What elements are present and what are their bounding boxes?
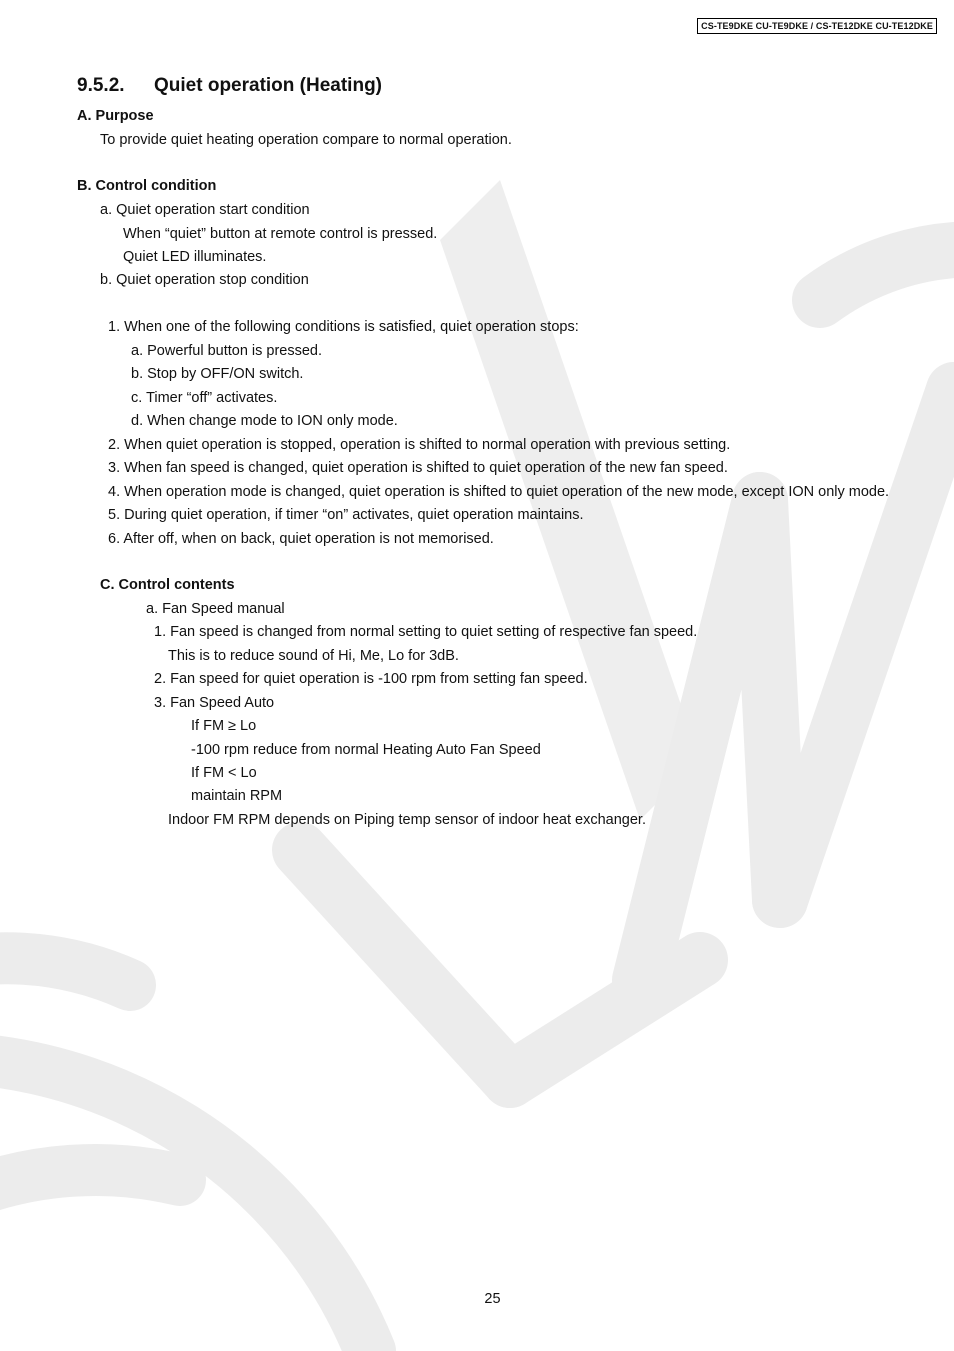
auto-rule-line: -100 rpm reduce from normal Heating Auto Fan Speed (191, 742, 541, 758)
stop-item-text: When fan speed is changed, quiet operation is shifted to quiet operation of the new fan speed. (124, 460, 728, 476)
auto-rule-line: If FM ≥ Lo (191, 718, 257, 734)
control-contents-heading: C. Control contents (100, 577, 235, 593)
start-condition-line: When “quiet” button at remote control is pressed. (123, 226, 438, 242)
stop-sub-item (131, 365, 303, 383)
page-number: 25 (484, 1291, 501, 1307)
stop-item (108, 483, 889, 501)
stop-sub-item (131, 412, 398, 430)
stop-sub-item-text: When change mode to ION only mode. (147, 413, 398, 429)
stop-sub-item-letter: b. (131, 366, 144, 382)
fan-speed-auto-label: 3. Fan Speed Auto (154, 695, 275, 711)
start-condition-line: Quiet LED illuminates. (123, 249, 267, 265)
stop-item-number: 6. (108, 531, 121, 547)
stop-item-number: 5. (108, 507, 121, 523)
contents-item-text: Fan speed for quiet operation is -100 rpm from setting fan speed. (170, 671, 588, 687)
section-number: 9.5.2. (77, 75, 125, 96)
stop-item-number: 4. (108, 484, 121, 500)
stop-item-number: 2. (108, 437, 121, 453)
stop-item-text: When quiet operation is stopped, operation is shifted to normal operation with previous setting. (124, 437, 731, 453)
stop-item-text: During quiet operation, if timer “on” activates, quiet operation maintains. (124, 507, 584, 523)
stop-item (108, 459, 728, 477)
auto-rule-line: If FM < Lo (191, 765, 257, 781)
indoor-fm-note: Indoor FM RPM depends on Piping temp sensor of indoor heat exchanger. (168, 812, 646, 828)
control-condition-heading: B. Control condition (77, 178, 217, 194)
stop-item-text: When one of the following conditions is satisfied, quiet operation stops: (124, 319, 579, 335)
purpose-text: To provide quiet heating operation compare to normal operation. (100, 132, 512, 148)
section-heading (77, 74, 382, 98)
stop-sub-item-text: Stop by OFF/ON switch. (147, 366, 304, 382)
stop-item-text: When operation mode is changed, quiet operation is shifted to quiet operation of the new mode, except ION only mode. (124, 484, 890, 500)
stop-item-text: After off, when on back, quiet operation is not memorised. (123, 531, 494, 547)
stop-sub-item-text: Timer “off” activates. (146, 390, 278, 406)
stop-item (108, 318, 579, 336)
section-title: Quiet operation (Heating) (154, 75, 382, 96)
contents-item-number: 1. (154, 624, 167, 640)
auto-rule-line: maintain RPM (191, 788, 283, 804)
stop-item (108, 506, 584, 524)
stop-item (108, 530, 494, 548)
contents-item-text: Fan speed is changed from normal setting to quiet setting of respective fan speed. (170, 624, 698, 640)
stop-sub-item-letter: c. (131, 390, 143, 406)
stop-sub-item-letter: a. (131, 343, 144, 359)
purpose-heading: A. Purpose (77, 108, 154, 124)
stop-item-number: 1. (108, 319, 121, 335)
stop-item (108, 436, 730, 454)
stop-sub-item (131, 389, 277, 407)
contents-item (154, 670, 588, 688)
contents-item-subtext: This is to reduce sound of Hi, Me, Lo for 3dB. (168, 648, 459, 664)
stop-item-number: 3. (108, 460, 121, 476)
stop-condition-label: b. Quiet operation stop condition (100, 272, 309, 288)
stop-sub-item-text: Powerful button is pressed. (147, 343, 323, 359)
fan-speed-manual-label: a. Fan Speed manual (146, 601, 285, 617)
stop-sub-item-letter: d. (131, 413, 144, 429)
stop-sub-item (131, 342, 322, 360)
contents-item-number: 2. (154, 671, 167, 687)
start-condition-label: a. Quiet operation start condition (100, 202, 310, 218)
model-reference-header: CS-TE9DKE CU-TE9DKE / CS-TE12DKE CU-TE12DKE (697, 18, 937, 34)
contents-item (154, 623, 697, 641)
